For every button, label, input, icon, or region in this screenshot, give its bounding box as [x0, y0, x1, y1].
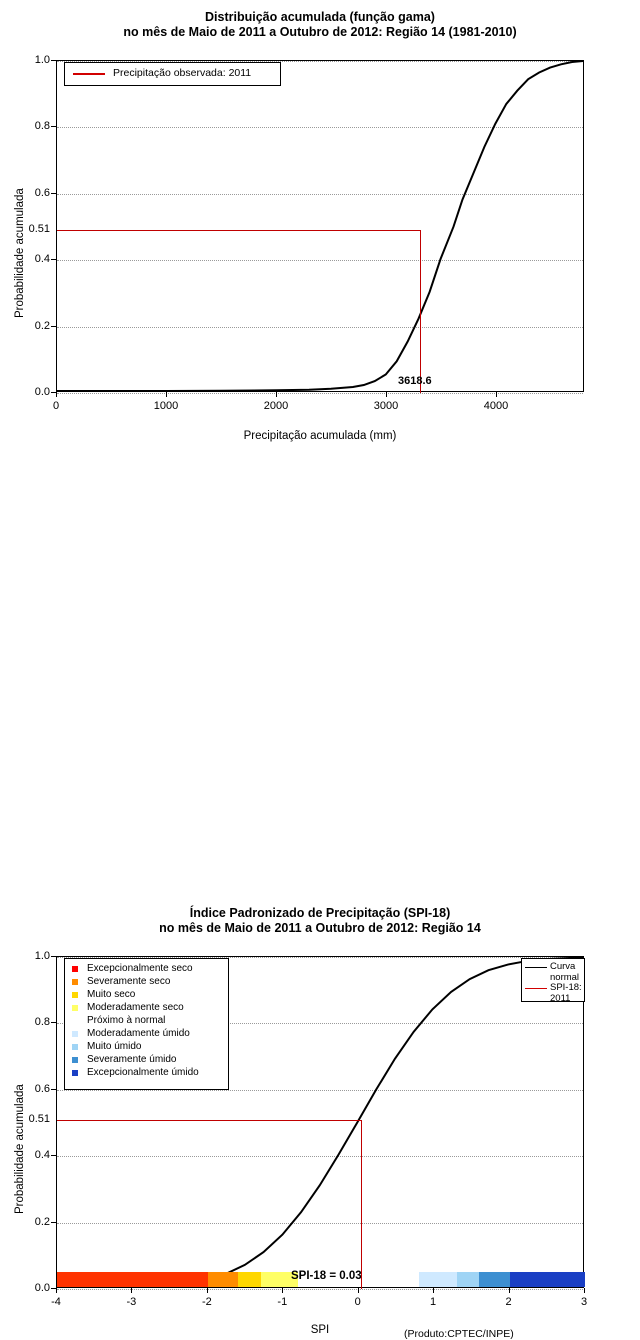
legend-item-label: Excepcionalmente úmido [87, 1067, 199, 1078]
value-indicator-line [420, 230, 421, 393]
legend-color-swatch-icon [72, 1044, 78, 1050]
legend-item-label: Moderadamente úmido [87, 1028, 190, 1039]
credit-label: (Produto:CPTEC/INPE) [404, 1328, 514, 1340]
gamma-cdf-curve [57, 61, 583, 391]
tick-mark [51, 1089, 56, 1090]
spi-band-muito-seco [238, 1272, 261, 1287]
ytick-label: 0.4 [34, 253, 50, 266]
observed-value-annotation: 3618.6 [398, 375, 432, 387]
tick-mark [51, 1022, 56, 1023]
chart-title-top [0, 10, 640, 40]
ytick-label: 0.6 [34, 186, 50, 199]
legend-label-observed: Precipitação observada: 2011 [113, 67, 252, 79]
tick-mark [56, 392, 57, 397]
tick-mark [51, 259, 56, 260]
ytick-label: 1.0 [34, 950, 50, 962]
xtick-label: 3 [580, 1296, 588, 1308]
legend-item-label: Moderadamente seco [87, 1002, 184, 1013]
legend-color-swatch-icon [72, 1005, 78, 1011]
legend-item [65, 1014, 228, 1027]
legend-item-label: Curva normal [550, 961, 580, 983]
xtick-label: 0 [52, 400, 60, 412]
legend-item [522, 959, 584, 983]
ytick-label: 0.6 [34, 1082, 50, 1095]
tick-mark [433, 1288, 434, 1293]
tick-mark [51, 193, 56, 194]
tick-mark [51, 1222, 56, 1223]
legend-color-swatch-icon [72, 1057, 78, 1063]
xtick-label: 1 [430, 1296, 437, 1308]
legend-item-label: Severamente úmido [87, 1054, 177, 1065]
legend-item [65, 1040, 228, 1053]
legend-item-label: Muito seco [87, 989, 136, 1000]
tick-mark [51, 60, 56, 61]
xtick-label: -1 [277, 1296, 288, 1308]
tick-mark [51, 1155, 56, 1156]
cumulative-distribution-chart [0, 0, 640, 450]
tick-mark [584, 1288, 585, 1293]
chart-title-bottom-line1: Índice Padronizado de Precipitação (SPI-18) [189, 906, 451, 920]
ytick-label: 0.4 [34, 1149, 50, 1162]
legend-line-observed [73, 73, 105, 75]
ytick-label: 0.2 [34, 319, 50, 332]
tick-mark [496, 392, 497, 397]
legend-item [522, 980, 584, 1004]
legend-item [65, 1053, 228, 1066]
legend-color-swatch-icon [72, 1031, 78, 1037]
probability-indicator-line [57, 230, 420, 231]
xaxis-title-top: Precipitação acumulada (mm) [243, 430, 397, 442]
legend-color-swatch-icon [72, 979, 78, 985]
legend-item [65, 1027, 228, 1040]
legend-item-label: Muito úmido [87, 1041, 142, 1052]
spi-band-severamente-umido [479, 1272, 509, 1287]
yaxis-title-top: Probabilidade acumulada [14, 188, 26, 318]
legend-line-spi [525, 988, 547, 989]
tick-mark [131, 1288, 132, 1293]
legend-curves [521, 958, 585, 1002]
gridline-h [57, 1289, 583, 1290]
xtick-label: 3000 [373, 400, 399, 412]
probability-indicator-line [57, 1120, 361, 1121]
tick-mark [509, 1288, 510, 1293]
legend-item-label: SPI-18: 2011 [550, 982, 582, 1004]
tick-mark [51, 956, 56, 957]
legend-item [65, 988, 228, 1001]
xtick-label: 2 [505, 1296, 512, 1308]
ytick-label: 0.0 [34, 386, 50, 398]
tick-mark [166, 392, 167, 397]
legend-spi-classes [64, 958, 229, 1090]
plot-area-top [56, 60, 584, 392]
xaxis-title-bottom: SPI [310, 1324, 330, 1336]
xtick-label: 1000 [153, 400, 179, 412]
gridline-h [57, 393, 583, 394]
chart-title-top-line2: no mês de Maio de 2011 a Outubro de 2012: Região 14 (1981-2010) [123, 25, 517, 39]
legend-color-swatch-icon [72, 966, 78, 972]
spi-band-excepcionalmente-umido [510, 1272, 585, 1287]
spi-value-label: SPI-18 = 0.03 [291, 1270, 362, 1282]
yaxis-title-bottom: Probabilidade acumulada [14, 1084, 26, 1214]
xtick-label: -3 [126, 1296, 137, 1308]
spi-band-moderadamente-umido [419, 1272, 457, 1287]
xtick-label: -2 [202, 1296, 212, 1308]
ytick-label: 1.0 [34, 54, 50, 66]
tick-mark [51, 126, 56, 127]
legend-item [65, 1001, 228, 1014]
tick-mark [56, 1288, 57, 1293]
tick-mark [282, 1288, 283, 1293]
legend-color-swatch-icon [72, 1070, 78, 1076]
tick-mark [386, 392, 387, 397]
xtick-label: -4 [51, 1296, 61, 1308]
legend-color-swatch-icon [72, 1018, 78, 1024]
spi-band-excepcionalmente-seco [57, 1272, 208, 1287]
legend-item [65, 962, 228, 975]
ytick-label: 0.8 [34, 120, 50, 133]
tick-mark [51, 326, 56, 327]
legend-line-normal-curve [525, 967, 547, 968]
legend-item-label: Severamente seco [87, 976, 171, 987]
probability-value-label-bottom: 0.51 [28, 1112, 50, 1125]
legend-color-swatch-icon [72, 992, 78, 998]
legend-item [65, 975, 228, 988]
tick-mark [207, 1288, 208, 1293]
tick-mark [358, 1288, 359, 1293]
xtick-label: 2000 [263, 400, 289, 412]
xtick-label: 4000 [483, 400, 509, 412]
chart-title-top-line1: Distribuição acumulada (função gama) [205, 10, 435, 24]
spi-band-severamente-seco [208, 1272, 238, 1287]
tick-mark [276, 392, 277, 397]
chart-title-bottom [0, 906, 640, 936]
ytick-label: 0.2 [34, 1215, 50, 1228]
spi-chart [0, 450, 640, 1340]
legend-top [64, 62, 281, 86]
legend-item-label: Excepcionalmente seco [87, 963, 193, 974]
legend-item-label: Próximo à normal [87, 1015, 166, 1026]
xtick-label: 0 [354, 1296, 361, 1308]
ytick-label: 0.0 [34, 1282, 50, 1294]
spi-band-muito-umido [457, 1272, 480, 1287]
legend-item [65, 1066, 228, 1079]
chart-title-bottom-line2: no mês de Maio de 2011 a Outubro de 2012: Região 14 [159, 921, 481, 935]
ytick-label: 0.8 [34, 1016, 50, 1029]
probability-value-label-top: 0.51 [28, 223, 50, 236]
spi-indicator-line [361, 1120, 362, 1289]
